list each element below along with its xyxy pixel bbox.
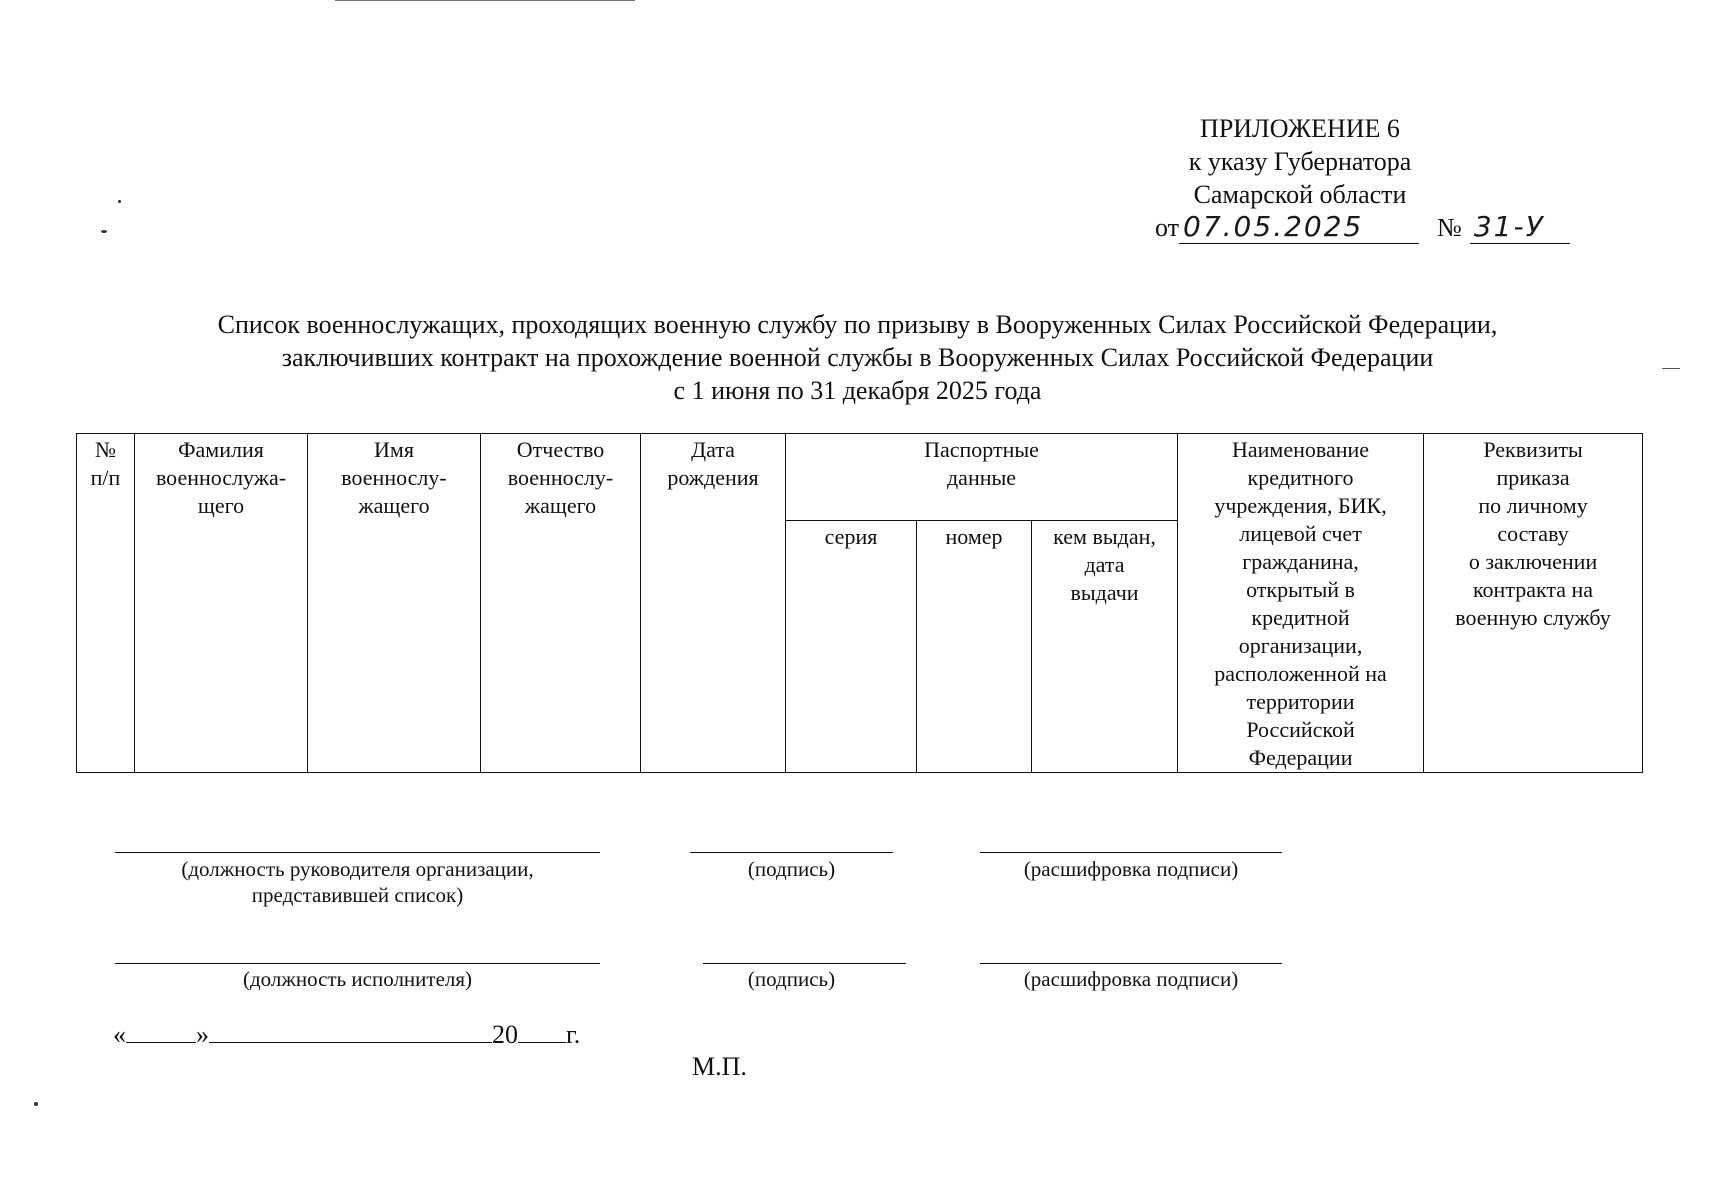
head-decoding-line (980, 852, 1282, 853)
header-passport-data: Паспортные данные (786, 434, 1178, 521)
date-line (113, 1020, 580, 1050)
header-passport-issued: кем выдан, дата выдачи (1032, 521, 1178, 773)
scan-speck (34, 1102, 38, 1106)
stamp-place: М.П. (692, 1052, 747, 1081)
title-line-3: с 1 июня по 31 декабря 2025 года (673, 376, 1042, 405)
year-suffix: г. (566, 1020, 581, 1049)
scan-mark (1662, 368, 1680, 369)
header-number: № п/п (77, 434, 135, 773)
executor-signature-line (703, 963, 906, 964)
executor-signature-caption: (подпись) (747, 967, 836, 991)
header-passport-number: номер (917, 521, 1032, 773)
executor-decoding-caption: (расшифровка подписи) (1023, 967, 1239, 991)
day-blank (126, 1042, 196, 1043)
head-decoding-caption: (расшифровка подписи) (1023, 857, 1239, 881)
executor-position-line (115, 963, 600, 964)
appendix-title: ПРИЛОЖЕНИЕ 6 (1200, 114, 1400, 143)
header-patronymic: Отчество военнослу- жащего (481, 434, 641, 773)
year-blank (518, 1042, 566, 1043)
handwritten-decree-date: 07.05.2025 (1179, 210, 1419, 244)
head-position-caption: (должность руководителя организации, представившей список) (181, 857, 534, 907)
date-open-quote: « (113, 1020, 126, 1049)
header-bank-details: Наименование кредитного учреждения, БИК, лицевой счет гражданина, открытый в кредитной организации, расположенной на территории Российской Федерации (1178, 434, 1424, 773)
header-birth-date: Дата рождения (641, 434, 786, 773)
scan-mark (335, 0, 635, 1)
scan-speck (101, 230, 107, 233)
year-prefix: 20 (492, 1020, 518, 1049)
executor-position-caption: (должность исполнителя) (242, 967, 473, 991)
header-order-details: Реквизиты приказа по личному составу о заключении контракта на военную службу (1424, 434, 1643, 773)
title-line-2: заключивших контракт на прохождение военной службы в Вооруженных Силах Российской Федерации (281, 343, 1434, 372)
head-signature-caption: (подпись) (747, 857, 836, 881)
head-signature-line (690, 852, 893, 853)
month-blank (209, 1042, 492, 1043)
head-position-line (115, 852, 600, 853)
servicemen-table (76, 433, 1643, 773)
header-passport-series: серия (786, 521, 917, 773)
appendix-region-line: Самарской области (1193, 180, 1407, 209)
header-first-name: Имя военнослу- жащего (308, 434, 481, 773)
date-prefix: от (1155, 213, 1180, 242)
executor-decoding-line (980, 963, 1282, 964)
appendix-decree-line: к указу Губернатора (1188, 147, 1412, 176)
date-close-quote: » (196, 1020, 209, 1049)
appendix-header (1140, 112, 1460, 211)
document-title (100, 308, 1615, 407)
title-line-1: Список военнослужащих, проходящих военную службу по призыву в Вооруженных Силах Российской Федерации, (217, 310, 1498, 339)
scan-speck (118, 200, 121, 203)
header-surname: Фамилия военнослужа- щего (135, 434, 308, 773)
number-sign: № (1437, 213, 1462, 242)
decree-date-number-row (1155, 210, 1570, 244)
handwritten-decree-number: 31-У (1470, 210, 1570, 244)
